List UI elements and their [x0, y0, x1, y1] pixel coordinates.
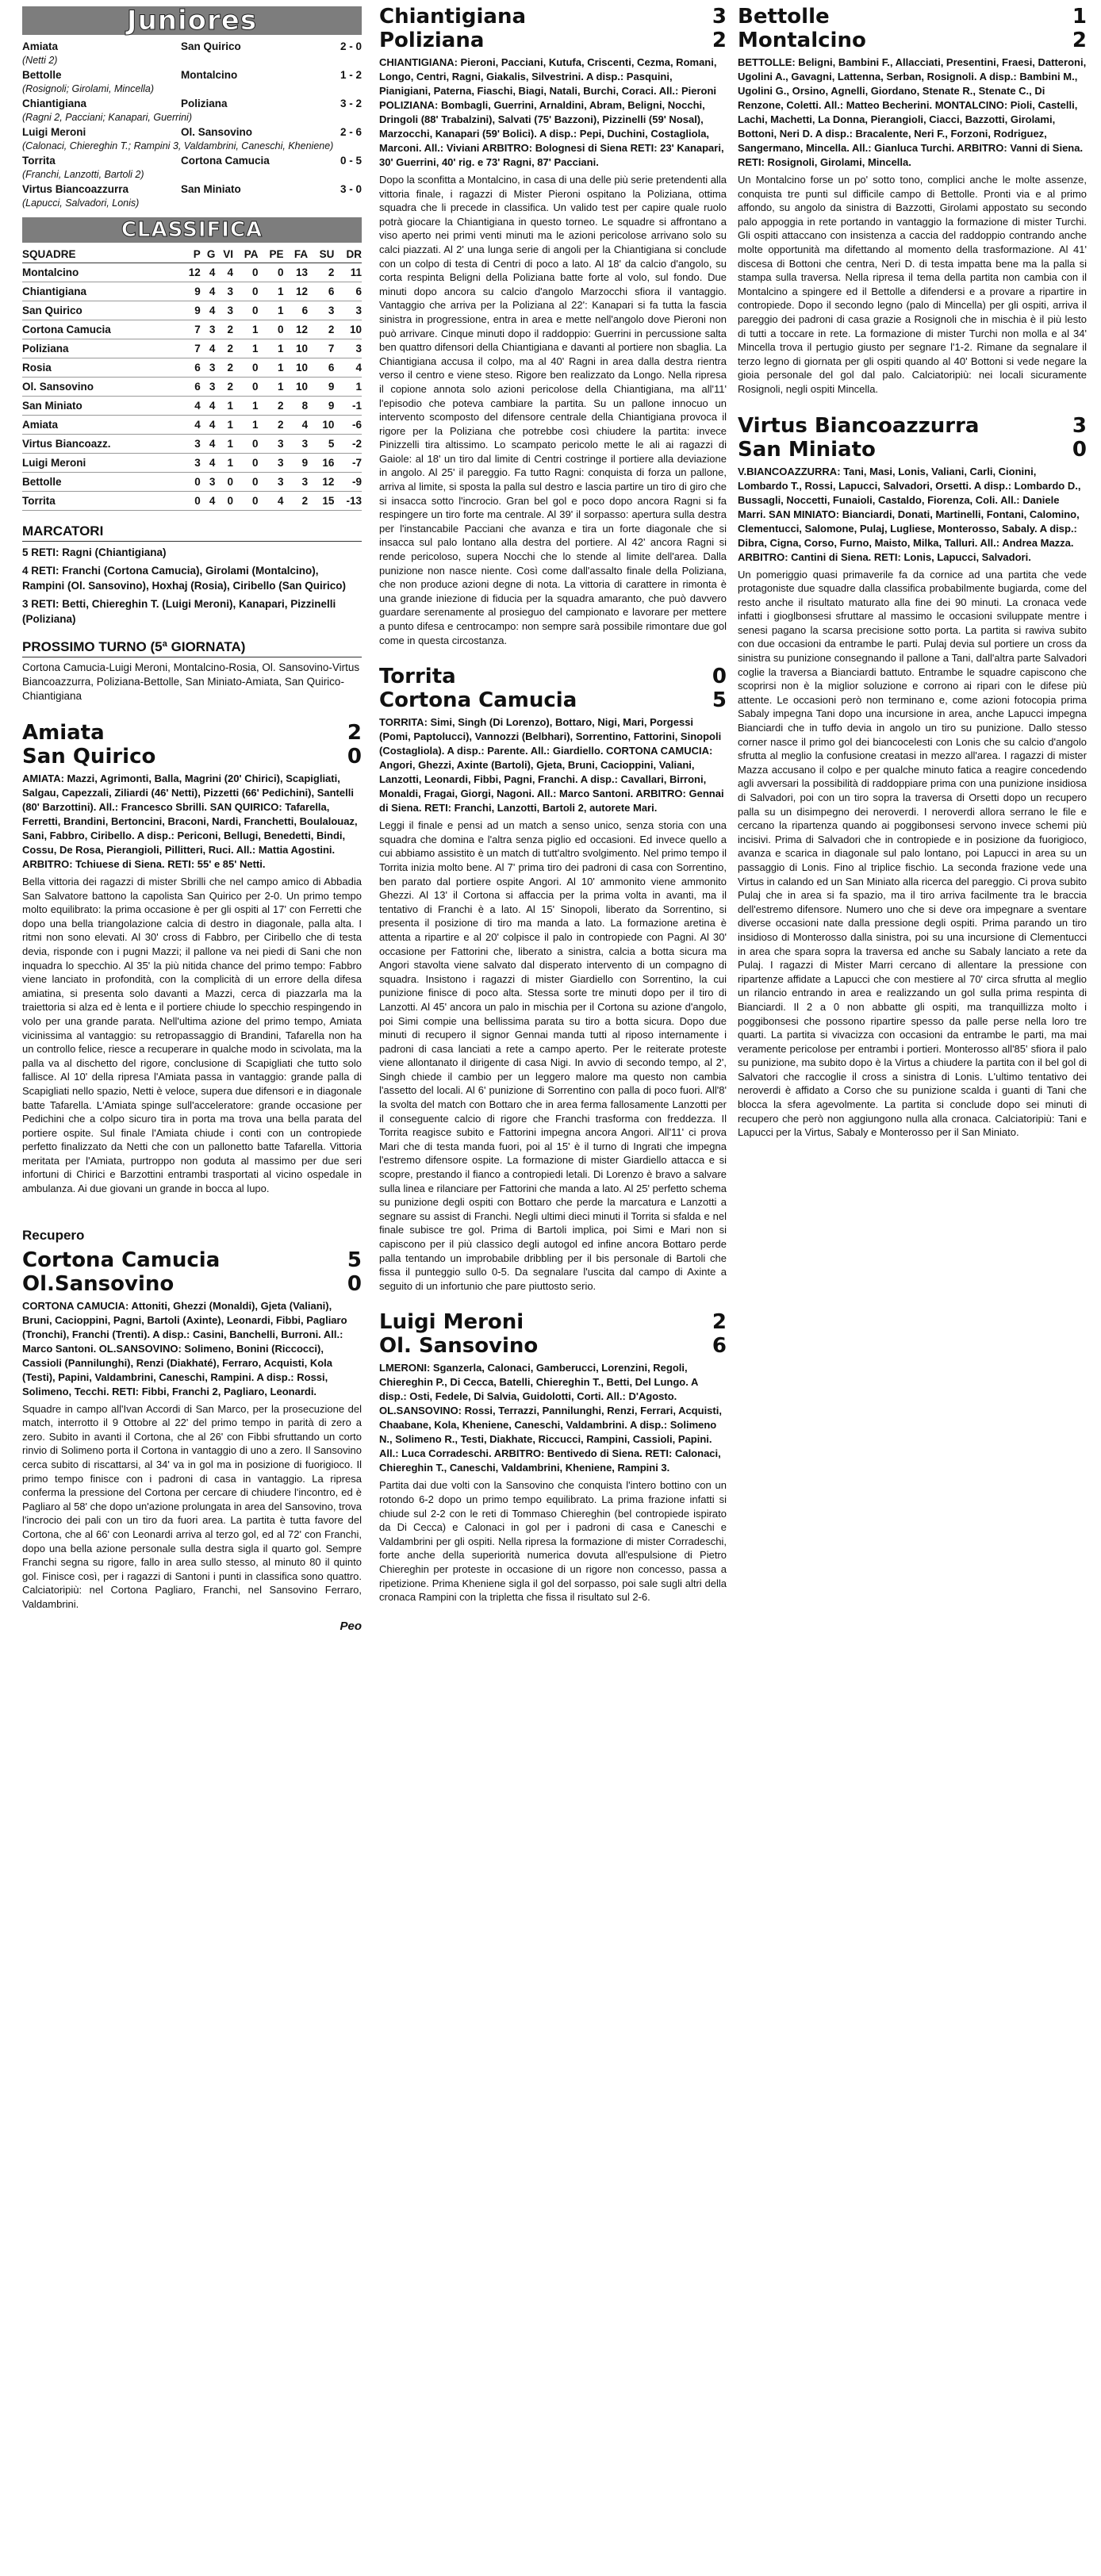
match-lineup: LMERONI: Sganzerla, Calonaci, Gamberucci, Lorenzini, Regoli, Chiereghin P., Di Cecca, Batelli, Chiereghin T., Betti, Del Lungo. A disp.: Osti, Fedele, Di Salvia, Guidolotti, Corti. All.: D'Agosto. OL.SANSOVINO: Rossi, Terrazzi, Pannilunghi, Renzi, Ferrari, Acquisti, Chaabane, Kola, Kheniene, Caneschi, Valdambrini. A disp.: Solimeno N., Solimeno R., Testi, Diakhate, Riccucci, Rampini, Cassioli, Papini. All.: Luca Corradeschi. ARBITRO: Bentivedo di Siena. RETI: Calonaci, Chiereghin T., Caneschi, Valdambrini, Kheniene, Rampini 3. — [379, 1362, 722, 1474]
away-team: San Miniato — [738, 437, 876, 462]
result-away: Montalcino — [181, 69, 238, 81]
standings-cell: 5 — [308, 435, 334, 454]
standings-cell: 3 — [215, 282, 233, 301]
standings-team: Amiata — [22, 416, 179, 435]
standings-cell: 6 — [179, 378, 201, 397]
standings-cell: 3 — [215, 301, 233, 320]
standings-col-header: PE — [259, 246, 284, 263]
standings-cell: 3 — [334, 339, 362, 358]
standings-cell: 1 — [259, 282, 284, 301]
result-scorers: (Calonaci, Chiereghin T.; Rampini 3, Valdambrini, Caneschi, Kheniene) — [22, 140, 334, 151]
standings-cell: 4 — [179, 416, 201, 435]
standings-cell: 3 — [201, 358, 216, 378]
result-home: Virtus Biancoazzurra — [22, 183, 129, 195]
marcatori-line: 5 RETI: Ragni (Chiantigiana) — [22, 546, 167, 558]
standings-row — [22, 378, 362, 397]
standings-cell: 0 — [233, 378, 258, 397]
match-lineup: TORRITA: Simi, Singh (Di Lorenzo), Bottaro, Nigi, Mari, Porgessi (Pomi, Paptolucci), Vannozzi (Belbhari), Sorrentino, Fattorini, Sinopoli (Costagliola). A disp.: Parente. All.: Giardiello. CORTONA CAMUCIA: Angori, Ghezzi, Axinte (Bartoli), Gjeta, Bruni, Cacioppini, Valiani, Lanzotti, Leonardi, Fibbi, Pagni, Franchi. A disp.: Cavallari, Birroni, Monaldi, Fragai, Giorgi, Nagoni. All.: Marco Santoni. ARBITRO: Gennai di Siena. RETI: Franchi, Lanzotti, Bartoli 2, autorete Mari. — [379, 716, 724, 815]
standings-cell: 0 — [215, 473, 233, 492]
away-score: 2 — [712, 29, 727, 52]
standings-cell: 2 — [215, 339, 233, 358]
result-score: 2 - 6 — [340, 126, 362, 138]
standings-cell: 1 — [334, 378, 362, 397]
match-report: Un Montalcino forse un po' sotto tono, complici anche le molte assenze, conquista tre punti sul difficile campo di Bettolle. Pronti via e al primo affondo, su angolo da sinistra di Bazzotti, Girolami appostato su secondo palo appoggia in rete portando in vantaggio la formazione di mister Turchi. Gli ospiti attaccano con insistenza a caccia del raddoppio contrando anche molte opportunità ma difettando al momento della trasformazione. Al 41' discesa di Bottoni che centra, Neri D. di testa impatta bene ma la palla si stampa sulla traversa. Nella ripresa il tema della partita non cambia con il Montalcino a spingere ed il Bettolle a difendersi e a provare a ripartire in contropiede. Dopo il secondo legno (palo di Mincella) per gli ospiti, arriva il pareggio dei padroni di casa grazie a Rosignoli che in mischia è il più lesto di tutti a toccare in rete. La formazione di mister Turchi non molla e al 34' Mincella trova il pertugio giusto per segnare l'1-2. Rimane da segnalare il terzo legno di giornata per gli ospiti quando al 40' Bottoni si vede negare la gioia personale del gol dal palo. Calciatoripiù: nei locali sicuramente Rosignoli, negli ospiti Mincella. — [738, 174, 1087, 395]
standings-cell: 0 — [259, 320, 284, 339]
result-away: Ol. Sansovino — [181, 126, 253, 138]
away-score: 0 — [347, 1271, 362, 1296]
standings-cell: 4 — [201, 397, 216, 416]
result-away: San Quirico — [181, 40, 241, 52]
result-away: Poliziana — [181, 98, 228, 109]
standings-cell: 12 — [308, 473, 334, 492]
home-score: 3 — [1072, 413, 1087, 438]
standings-cell: 3 — [334, 301, 362, 320]
result-home: Amiata — [22, 40, 59, 52]
column-left — [22, 0, 362, 1633]
standings-cell: 6 — [179, 358, 201, 378]
standings-cell: -13 — [334, 492, 362, 511]
standings-row — [22, 301, 362, 320]
standings-cell: 4 — [201, 301, 216, 320]
marcatori-list — [22, 545, 362, 627]
standings-cell: 4 — [201, 435, 216, 454]
standings-cell: 0 — [233, 301, 258, 320]
home-team: Cortona Camucia — [22, 1248, 221, 1272]
match-lineup: AMIATA: Mazzi, Agrimonti, Balla, Magrini (20' Chirici), Scapigliati, Salgau, Capezzali, Ziliardi (46' Netti), Pizzetti (66' Pedichini), Santelli (80' Barzottini). All.: Francesco Sbrilli. SAN QUIRICO: Tafarella, Ferretti, Brandini, Bertoncini, Braconi, Nardi, Franchetti, Boulalouaz, Sani, Fabbro, Ciribello. A disp.: Periconi, Bellugi, Benedetti, Bindi, Cossu, De Rosa, Pierangioli, Pillitteri, Ruci. All.: Mattia Agostini. ARBITRO: Tchiuese di Siena. RETI: 55' e 85' Netti. — [22, 772, 358, 870]
standings-cell: 0 — [179, 492, 201, 511]
result-row — [22, 154, 362, 168]
standings-cell: 9 — [308, 378, 334, 397]
result-score: 1 - 2 — [340, 69, 362, 81]
home-team: Amiata — [22, 721, 105, 745]
standings-cell: 10 — [283, 358, 308, 378]
standings-cell: 3 — [179, 454, 201, 473]
standings-cell: 0 — [179, 473, 201, 492]
standings-cell: 10 — [283, 378, 308, 397]
standings-table — [22, 246, 362, 511]
match-torrita-cortona — [379, 665, 727, 1293]
standings-cell: 10 — [308, 416, 334, 435]
result-score: 3 - 0 — [340, 183, 362, 195]
prossimo-turno-text: Cortona Camucia-Luigi Meroni, Montalcino-Rosia, Ol. Sansovino-Virtus Biancoazzurra, Poliziana-Bettolle, San Miniato-Amiata, San Quirico-Chiantigiana — [22, 661, 360, 702]
result-home: Luigi Meroni — [22, 126, 86, 138]
away-score: 5 — [712, 688, 727, 713]
standings-cell: 9 — [179, 301, 201, 320]
standings-cell: 4 — [201, 454, 216, 473]
standings-cell: 13 — [283, 263, 308, 282]
standings-cell: 8 — [283, 397, 308, 416]
home-team: Luigi Meroni — [379, 1310, 524, 1335]
standings-cell: 2 — [215, 358, 233, 378]
standings-team: Rosia — [22, 358, 179, 378]
standings-cell: 2 — [259, 397, 284, 416]
home-score: 1 — [1072, 5, 1087, 29]
standings-cell: 1 — [259, 358, 284, 378]
standings-cell: 15 — [308, 492, 334, 511]
standings-cell: 11 — [334, 263, 362, 282]
standings-cell: 1 — [259, 301, 284, 320]
result-away: San Miniato — [181, 183, 241, 195]
standings-cell: 4 — [215, 263, 233, 282]
standings-cell: 1 — [259, 339, 284, 358]
standings-cell: 4 — [201, 492, 216, 511]
result-scorers: (Franchi, Lanzotti, Bartoli 2) — [22, 169, 144, 180]
column-middle — [379, 0, 727, 1604]
standings-cell: 4 — [259, 492, 284, 511]
standings-cell: 3 — [201, 473, 216, 492]
home-score: 0 — [712, 665, 727, 689]
marcatori-line: 3 RETI: Betti, Chiereghin T. (Luigi Meroni), Kanapari, Pizzinelli (Poliziana) — [22, 598, 336, 625]
standings-row — [22, 263, 362, 282]
standings-cell: -9 — [334, 473, 362, 492]
standings-cell: 12 — [283, 320, 308, 339]
result-score: 3 - 2 — [340, 98, 362, 109]
author-signature: Peo — [340, 1619, 362, 1633]
standings-cell: 0 — [233, 263, 258, 282]
standings-col-header: P — [179, 246, 201, 263]
result-away: Cortona Camucia — [181, 155, 270, 167]
standings-row — [22, 454, 362, 473]
away-score: 0 — [1072, 437, 1087, 462]
standings-cell: 2 — [215, 320, 233, 339]
result-row — [22, 182, 362, 197]
standings-row — [22, 339, 362, 358]
standings-col-header: DR — [334, 246, 362, 263]
standings-cell: 3 — [259, 454, 284, 473]
result-row — [22, 97, 362, 111]
standings-cell: 3 — [308, 301, 334, 320]
standings-cell: 3 — [283, 473, 308, 492]
match-amiata-sanquirico — [22, 721, 362, 1196]
standings-cell: 1 — [215, 416, 233, 435]
result-home: Chiantigiana — [22, 98, 87, 109]
standings-cell: 16 — [308, 454, 334, 473]
standings-cell: 4 — [283, 416, 308, 435]
standings-team: Poliziana — [22, 339, 179, 358]
standings-cell: 6 — [283, 301, 308, 320]
standings-cell: 6 — [334, 282, 362, 301]
standings-cell: 0 — [233, 282, 258, 301]
standings-cell: 1 — [215, 397, 233, 416]
match-report: Partita dai due volti con la Sansovino che conquista l'intero bottino con un rotondo 6-2 dopo un primo tempo equilibrato. La prima frazione infatti si chiude sul 2-2 con le reti di Tommaso Chiereghin (bel contropiede ispirato da Di Cecca) e Calonaci in gol per i padroni di casa e Caneschi e Valdambrini per gli ospiti. Nella ripresa la formazione di mister Corradeschi, forte anche della superiorità numerica dovuta all'espulsione di Pietro Chiereghin per proteste in occasione di un rigore non concesso, passa a ripetizione. Prima Kheniene sigla il gol del sorpasso, poi sale sugli altri della cronaca Rampini con la tripletta che fissa il risultato sul 2-6. — [379, 1479, 727, 1604]
standings-cell: 4 — [201, 339, 216, 358]
standings-cell: 6 — [308, 282, 334, 301]
standings-cell: 0 — [233, 473, 258, 492]
standings-cell: 1 — [215, 435, 233, 454]
standings-cell: 10 — [334, 320, 362, 339]
home-score: 2 — [347, 721, 362, 745]
result-scorers: (Netti 2) — [22, 55, 58, 66]
home-team: Bettolle — [738, 5, 830, 29]
standings-col-header: PA — [233, 246, 258, 263]
standings-cell: 10 — [283, 339, 308, 358]
standings-cell: 1 — [233, 339, 258, 358]
standings-cell: 3 — [259, 473, 284, 492]
match-bettolle-montalcino — [738, 5, 1087, 397]
recupero-label: Recupero — [22, 1227, 85, 1243]
standings-cell: 2 — [308, 320, 334, 339]
standings-cell: 9 — [179, 282, 201, 301]
standings-cell: 3 — [201, 320, 216, 339]
standings-team: Luigi Meroni — [22, 454, 179, 473]
standings-row — [22, 473, 362, 492]
standings-cell: 3 — [201, 378, 216, 397]
standings-cell: 0 — [233, 435, 258, 454]
standings-cell: 4 — [179, 397, 201, 416]
away-team: Ol. Sansovino — [379, 1334, 539, 1359]
standings-cell: 12 — [283, 282, 308, 301]
standings-col-header: SU — [308, 246, 334, 263]
standings-col-header: VI — [215, 246, 233, 263]
standings-team: San Miniato — [22, 397, 179, 416]
match-lineup: CHIANTIGIANA: Pieroni, Pacciani, Kutufa, Criscenti, Cezma, Romani, Longo, Centri, Ragni, Giakalis, Silvestrini. A disp.: Pasquini, Pianigiani, Paterna, Fiaschi, Biagi, Natali, Burchi, Coraci. All.: Pieroni POLIZIANA: Bombagli, Guerrini, Arnaldini, Abram, Beligni, Nocchi, Dringoli (88' Trabalzini), Salvati (75' Bazzoni), Pizzinelli (59' Nosal), Marzocchi, Kanapari (59' Bolici). A disp.: Pepi, Duchini, Costagliola, Marconi. All.: Viviani ARBITRO: Bolognesi di Siena RETI: 23' Kanapari, 30' Guerrini, 40' rig. e 73' Ragni, 87' Pacciani. — [379, 56, 724, 168]
standings-row — [22, 358, 362, 378]
standings-col-header: SQUADRE — [22, 246, 179, 263]
standings-cell: 0 — [233, 358, 258, 378]
marcatori-title: MARCATORI — [22, 523, 362, 542]
home-score: 3 — [712, 5, 727, 29]
standings-cell: 2 — [259, 416, 284, 435]
away-team: Poliziana — [379, 29, 485, 52]
standings-row — [22, 282, 362, 301]
marcatori-line: 4 RETI: Franchi (Cortona Camucia), Girolami (Montalcino), Rampini (Ol. Sansovino), Hoxhaj (Rosia), Ciribello (San Quirico) — [22, 565, 347, 592]
standings-cell: -2 — [334, 435, 362, 454]
away-team: Cortona Camucia — [379, 688, 577, 713]
standings-cell: 2 — [283, 492, 308, 511]
standings-cell: 1 — [233, 320, 258, 339]
away-score: 2 — [1072, 29, 1087, 52]
standings-cell: 1 — [259, 378, 284, 397]
standings-cell: 4 — [334, 358, 362, 378]
result-home: Bettolle — [22, 69, 62, 81]
home-team: Torrita — [379, 665, 456, 689]
result-scorers: (Lapucci, Salvadori, Lonis) — [22, 197, 140, 209]
results-list — [22, 40, 362, 209]
result-score: 0 - 5 — [340, 155, 362, 167]
standings-col-header: G — [201, 246, 216, 263]
standings-cell: -6 — [334, 416, 362, 435]
match-report: Leggi il finale e pensi ad un match a senso unico, senza storia con una squadra che domina e l'altra senza piglio ed occasioni. Ed invece quello a cui abbiamo assistito è un match di tutt'altro svolgimento. Nel primo tempo il Torrita inizia molto bene. Al 7' prima tiro dei padroni di casa con Sorrentino, ben parato dal portiere ospite Angori. Al 10' ammonito viene ammonito Ghezzi. Al 13' il Cortona si affaccia per la prima volta in avanti, ma il tentativo di Franchi è a lato. Al 15' Sinopoli, liberato da Sorrentino, si presenta il posizione di tiro ma manda a lato. La formazione aretina è attenta a ripartire e al 20' colpisce il palo in contropiede con Pagni. Al 30' occasione per Fattorini che, liberato a sinistra, calcia a botta sicura ma Angori stavolta viene salvato dal disperato intervento di un compagno di squadra. Insistono i ragazzi di mister Giardiello con Sorrentino, la cui punizione finisce di poco alta. Stessa sorte tre minuti dopo per il tiro di Lanzotti. Al 45' ancora un palo in mischia per il Cortona su azione d'angolo, poi Simi compie una bellissima parata su tiro a botta sicura. Dopo due minuti di recupero il signor Gennai manda tutti al riposo internamente i padroni di casa lanciati a rete a campo aperto. Per le reiterate proteste viene allontanato il dirigente di casa Nigi. In avvio di secondo tempo, al 2', Singh chiede il cambio per un leggero malore ma questo non cambia l'assetto del locali. Al 6' punizione di Sorrentino con palla di poco fuori. All'8' la svolta del match con Bottaro che in area ferma fallosamente Lanzotti per il conseguente calcio di rigore che Franchi trasforma con freddezza. Il Torrita reagisce subito e Fattorini impegna ancora Angori. All'11' ci prova Mari che di testa manda fuori, poi al 15' è il turno di Ingrati che impegna l'estremo difensore ospite. La formazione di mister Giardiello attacca e si scopre, prestando il fianco a contropiedi letali. Di Lorenzo è bravo a salvare sulla linea e rilanciare per Fattorini che manda a lato. Al 25' perfetto schema su punizione degli ospiti con Bottaro che perde la marcatura e Lanzotti a segnare su assist di Franchi. Negli ultimi dieci minuti il Torrita si sfalda e nel finale subisce tre gol. Prima di Bartoli implica, poi Simi e Mari non si capiscono per il più classico degli autogol ed infine ancora Bottaro perde palla tentando un improbabile dribbling per il bis personale di Bartoli che fissa il punteggio sullo 0-5. Da segnalare l'uscita dal campo di Axinte a seguito di un infortunio che pare piuttosto serio. — [379, 819, 727, 1292]
standings-header-row — [22, 246, 362, 263]
standings-cell: 9 — [308, 397, 334, 416]
result-score: 2 - 0 — [340, 40, 362, 52]
match-virtus-sanminiato — [738, 414, 1087, 1140]
result-row — [22, 68, 362, 82]
standings-cell: 7 — [179, 320, 201, 339]
standings-row — [22, 435, 362, 454]
standings-row — [22, 416, 362, 435]
standings-cell: 7 — [308, 339, 334, 358]
away-team: Montalcino — [738, 29, 866, 52]
standings-cell: 0 — [233, 454, 258, 473]
standings-title: CLASSIFICA — [22, 217, 362, 243]
standings-team: San Quirico — [22, 301, 179, 320]
result-home: Torrita — [22, 155, 56, 167]
standings-cell: 2 — [308, 263, 334, 282]
home-score: 2 — [712, 1310, 727, 1335]
standings-cell: 3 — [283, 435, 308, 454]
standings-row — [22, 492, 362, 511]
match-meroni-sansovino — [379, 1310, 727, 1604]
away-score: 0 — [347, 745, 362, 769]
home-team: Chiantigiana — [379, 5, 527, 29]
match-report: Dopo la sconfitta a Montalcino, in casa di una delle più serie pretendenti alla vittoria finale, i ragazzi di Mister Pieroni ospitano la Poliziana, ottima squadra che li precede in classifica. Un valido test per capire quale ruolo potrà giocare la Chiantigiana in questo torneo. Le squadre si affrontano a viso aperto nei primi venti minuti ma le azioni pericolose arrivano solo su calci piazzati. Al 2' una lunga serie di angoli per la Chiantigiana si conclude con un colpo di testa di Centri di poco a lato. Al 18' da calcio d'angolo, su corta respinta Beligni della Poliziana batte forte al volo, sul fondo. Due minuti dopo ancora su calcio d'angolo Marzocchi sfiora il vantaggio. Vantaggio che arriva per la Poliziana al 22': Kanapari si fa tutta la fascia sinistra in progressione, entra in area e mette nell'angolo dove Pieroni non può arrivare. Cinque minuti dopo il raddoppio: Guerrini in percussione salta ben quattro difensori della Chiantigiana e davanti al portiere non sbaglia. La Chiantigiana accusa il colpo, ma al 40' Ragni in area dalla destra rientra verso il centro e viene steso. Rigore ben realizzato da Longo. Nella ripresa il copione annota solo azioni pericolose della Chiantigiana, ma all'11' l'episodio che potevа cambiare la partita. Su un pallone innocuo un intervento scomposto del difensore centrale della Chiantigiana provoca il rigore per la Poliziana che potrebbe così chiudere la partita: invece Pinizzelli tira altissimo. Lo scampato pericolo mette le ali ai ragazzi di Gaiole: al 18' un tiro dal limite di Centri costringe il portiere alla deviazione in angolo. Al 25' il pareggio. Fa tutto Ragni: conquista di forza un pallone, arriva al limite, si sposta la palla sul destro e lascia partire un tiro di giro che si insacca sotto l'incrocio. Gran bel gol e poco dopo ancora Ragni si fa respingere un tiro forte ma centrale. Al 39' il sorpasso: apertura sulla destra per l'instancabile Pacciani che avanza e tira un forte diagonale che si insacca sul palo lontano alla destra del portiere. Al 42' ancora Ragni si rende pericoloso, supera Nocchi che lo stende al limite dell'area. Dalla punizione non nasce niente. Così come dall'assalto finale della Poliziana, che non produce azioni degne di nota. La vittoria di carattere in rimonta è una grande iniezione di fiducia per la squadra amaranto, che può davvero guardare serenamente al prosieguo del campionato e lavorare per mettere a punto difesa e centrocampo: non sempre sarà possibile rimontare due gol come in questa circostanza. — [379, 174, 727, 646]
standings-team: Cortona Camucia — [22, 320, 179, 339]
away-team: Ol.Sansovino — [22, 1271, 175, 1296]
prossimo-turno-title: PROSSIMO TURNO (5ª GIORNATA) — [22, 639, 362, 657]
standings-team: Chiantigiana — [22, 282, 179, 301]
standings-row — [22, 320, 362, 339]
match-report: Squadre in campo all'Ivan Accordi di San Marco, per la prosecuzione del match, interrotto il 9 Ottobre al 22' del primo tempo in parità di zero a zero. Subito in avanti il Cortona, che al 26' con Fibbi sfruttando un corto rinvio di Solimeno porta il Cortona in vantaggio di uno a zero. Il Sansovino cerca subito di riscattarsi, al 34' va in gol ma in posizione di fuorigioco. Il primo tempo finisce con i padroni di casa in vantaggio. La ripresa conferma la pressione del Cortona per cercare di chiudere l'incontro, ed è Pagliaro al 58' che dopo un'azione prolungata in area del Sansovino, trova l'incrocio dei pali con un tiro da fuori area. La partita è tutta favore del Cortona, che al 66' con Leonardi arriva al terzo gol, ed al 72' con Franchi, dopo una bella azione personale sulla destra sigla il quarto gol. Sempre Franchi segna su rigore, fallo in area sullo stesso, al minuto 80 il quinto gol. Finisce così, per i ragazzi di Santoni i punti in classifica sono quattro. Calciatoripiù: nel Cortona Pagliaro, Franchi, nel Sansovino Ferraro, Valdambrini. — [22, 1402, 362, 1610]
match-chiantigiana-poliziana — [379, 5, 727, 647]
match-cortona-sansovino — [22, 1248, 362, 1633]
standings-cell: 2 — [215, 378, 233, 397]
match-lineup: V.BIANCOAZZURRA: Tani, Masi, Lonis, Valiani, Carli, Cionini, Lombardo T., Rossi, Lapucci, Salvadori, Orsetti. A disp.: Lombardo D., Bussagli, Noccetti, Funaioli, Castaldo, Fiorenza, Coli. All.: Daniele Marri. SAN MINIATO: Bianciardi, Donati, Martinelli, Fontani, Calomino, Clementucci, Salomone, Pulaj, Lugliese, Monterosso, Sabaly. A disp.: Dibra, Cigna, Corso, Furno, Maisto, Milka, Talluri. All.: Andrea Mazza. ARBITRO: Cantini di Siena. RETI: Lonis, Lapucci, Salvadori. — [738, 465, 1081, 563]
standings-team: Virtus Biancoazz. — [22, 435, 179, 454]
standings-cell: 7 — [179, 339, 201, 358]
result-scorers: (Rosignoli; Girolami, Mincella) — [22, 83, 155, 94]
result-row — [22, 40, 362, 54]
standings-team: Ol. Sansovino — [22, 378, 179, 397]
juniores-title: Juniores — [22, 6, 362, 35]
standings-cell: 0 — [259, 263, 284, 282]
standings-cell: 4 — [201, 416, 216, 435]
standings-cell: 1 — [233, 397, 258, 416]
standings-team: Bettolle — [22, 473, 179, 492]
match-report: Bella vittoria dei ragazzi di mister Sbrilli che nel campo amico di Abbadia San Salvatore battono la capolista San Quirico per 2-0. Un primo tempo molto equilibrato: la prima occasione è per gli ospiti al 17' con Ferretti che dopo una bella triangolazione calcia di destro in diagonale, palla alta. I ritmi non sono elevati. Al 30' cross di Fabbro, per Ciribello che di testa devia, risponde con i pugni Mazzi; il pallone va nei piedi di Sani che non inquadra lo specchio. Al 35' la più nitida chance del primo tempo: Fabbro viene lanciato in profondità, con la complicità di un errore della difesa amiatina, si presenta solo davanti a Mazzi, cerca di piazzarla ma la traiettoria si alza ed è lenta e il portiere chiude lo specchio respingendo in volo per una grande parata. Nell'ultima azione del primo tempo, Amiata vicinissima al vantaggio: su retropassaggio di Brandini, Tafarella non ha un controllo felice, riesce a recuperare in qualche modo in scivolata, ma la palla va al dischetto del rigore, conclusione di Scapigliati che tutto solo fallisce. Al 10' della ripresa l'Amiata passa in vantaggio: grande palla di Scapigliati nello spazio, Netti è veloce, supera due difensori e in diagonale batte Tafarella. L'Amiata spinge sull'acceleratore: grande occasione per Pedichini che a colpo sicuro tira in porta ma trova una bella parata del portiere ospite. Sul finale l'Amiata chiude i conti con un contropiede perfetto finalizzato da Netti che con un pallonetto batte Tafarella. Vittoria meritata per l'Amiata, purtroppo non goduta al massimo per due seri infortuni di Chirici e Barzottini entrambi trasportati al vicino ospedale in ambulanza. Ai due giovani un grande in bocca al lupo. — [22, 876, 362, 1195]
home-score: 5 — [347, 1248, 362, 1272]
standings-cell: 6 — [308, 358, 334, 378]
column-right — [738, 0, 1087, 1140]
standings-cell: 1 — [215, 454, 233, 473]
standings-cell: 4 — [201, 263, 216, 282]
standings-cell: 0 — [233, 492, 258, 511]
result-row — [22, 125, 362, 140]
match-lineup: BETTOLLE: Beligni, Bambini F., Allacciati, Presentini, Fraesi, Datteroni, Ugolini A., Gavagni, Lattenna, Serban, Rosignoli. A disp.: Bambini M., Ugolini G., Orsino, Agnelli, Giordano, Stenate R., Stenate C., Di Renzone, Coletti. All.: Matteo Becherini. MONTALCINO: Pioli, Castelli, Lachi, Machetti, La Donna, Pierangioli, Ciacci, Bazzotti, Girolami, Bottoni, Neri D. A disp.: Bracalente, Neri F., Forzoni, Rodriguez, Sangermano, Mincella. All.: Gianluca Turchi. ARBITRO: Vanni di Siena. RETI: Rosignoli, Girolami, Mincella. — [738, 56, 1087, 168]
away-score: 6 — [712, 1334, 727, 1359]
standings-cell: 9 — [283, 454, 308, 473]
standings-row — [22, 397, 362, 416]
match-lineup: CORTONA CAMUCIA: Attoniti, Ghezzi (Monaldi), Gjeta (Valiani), Bruni, Cacioppini, Pagni, Bartoli (Axinte), Leonardi, Fibbi, Pagliaro (Tronchi), Franchi (Trenti). A disp.: Casini, Banchelli, Burroni. All.: Marco Santoni. OL.SANSOVINO: Solimeno, Bonini (Riccocci), Cassioli (Pannilunghi), Renzi (Diakhaté), Ferraro, Acquisti, Kola (Testi), Papini, Valdambrini, Caneschi, Rampini. A disp.: Rossi, Solimeno, Tecchi. RETI: Fibbi, Franchi 2, Pagliaro, Leonardi. — [22, 1299, 347, 1397]
home-team: Virtus Biancoazzurra — [738, 413, 980, 438]
result-scorers: (Ragni 2, Pacciani; Kanapari, Guerrini) — [22, 112, 192, 123]
standings-cell: 3 — [179, 435, 201, 454]
standings-cell: 1 — [233, 416, 258, 435]
away-team: San Quirico — [22, 745, 156, 769]
standings-cell: -1 — [334, 397, 362, 416]
standings-cell: 4 — [201, 282, 216, 301]
standings-cell: 0 — [215, 492, 233, 511]
standings-cell: 3 — [259, 435, 284, 454]
standings-team: Torrita — [22, 492, 179, 511]
match-report: Un pomeriggio quasi primaverile fa da cornice ad una partita che vede protagoniste due squadre dalla classifica probabilmente bugiarda, come del resto anche il risultato maturato alla fine dei 90 minuti. La cronaca vede infatti i gioglbonsesi sfruttare al massimo le occasioni sviluppate mentre i senesi pagano la scarsa precisione sotto porta. La partita si rawiva subito con due occasioni da entrambe le parti. Pulaj devia sul portiere un cross da sinistra su punizione consegnando il pallone a Tani, dall'altra parte Salvadori coglie la traversa a Bianciardi battuto. Entrambe le squadre capiscono che scoprirsi non è la miglior soluzione e corrono ai ripari con le difese più attente. Le occasioni però non terminano e, come azioni fotocopia prima Sabaly impegna Tani dopo una incursione in area, anche Lapucci impegna Bianciardi che in tuffo devia in angolo un tiro su punizione. Dallo stesso corner nasce il primo gol dei biancocelesti con Lonis che su calcio d'angolo sfrutta al meglio la confusione creatasi in mezzo all'area. I ragazzi di mister Mazza accusano il colpo e per qualche minuto faticа a reagire concedendo agli avversari la possibilità di raddoppiare prima con una punizione insidiosa di Salvadori, poi con un tiro sopra la traversa di Orsetti dopo un recupero palla su un disimpegno dei neroverdi. I neroverdi allora serrano le file e cercano la ripartenza quando ai poggibonsesi servono invece schemi più incisivi. Prima di Salvadori che in contropiede e in posizione da fuorigioco, avanza e scarica in diagonale sul palo lontano, poi Lapucci in area su un passaggio di Lonis. Fino al triplice fischio. La seconda frazione vede una Virtus in calando ed un San Miniato alla ricerca del pareggio. Ci prova subito Pulaj che in area si fa spazio, ma il tiro arriva facilmente tra le braccia dell'estremo difensore. Numero uno che si deve ora impegnare a sventare diverse occasioni nate dalla pressione degli ospiti. Prima parando un tiro insidioso di Monterosso dalla sinistra, poi su una incursione di Clementucci in area che spara sopra la traversa ed anche su Sabaly lanciato a rete da Pulaj. I ragazzi di Mister Marri cercano di allentare la pressione con ripartenze affidate a Lapucci che con mestiere al 70' circa sfrutta al meglio un rilancio entrando in area e realizzando un gol sulla prima respinta di Bianciardi. Il 2 a 0 non abbatte gli ospiti, ma tranquillizza molto i poggibonsesi che possono ripartire spesso da palle perse nella loro tre quarti. La partita si vivacizza con occasioni da entrambe le parti, ma mai veramente pericolose per entrambi i portieri. Monterosso all'85' sfiora il palo su punizione, ma subito dopo è la Virtus a chiudere la partita con il bel gol di Salvatori che raccoglie il cross a sinistra di Lonis. L'ultimo tentativo dei neroverdi è affidato a Corso che su punizione scalda i guanti di Tani che blocca la sfera agevolmente. La partita si conclude dopo sei minuti di recupero che però non aggiungono nulla alla cronaca. Calciatoripiù: Tani e Lapucci per la Virtus, Sabaly e Monterosso per il San Miniato. — [738, 568, 1087, 1139]
standings-cell: -7 — [334, 454, 362, 473]
standings-cell: 12 — [179, 263, 201, 282]
standings-col-header: FA — [283, 246, 308, 263]
standings-team: Montalcino — [22, 263, 179, 282]
